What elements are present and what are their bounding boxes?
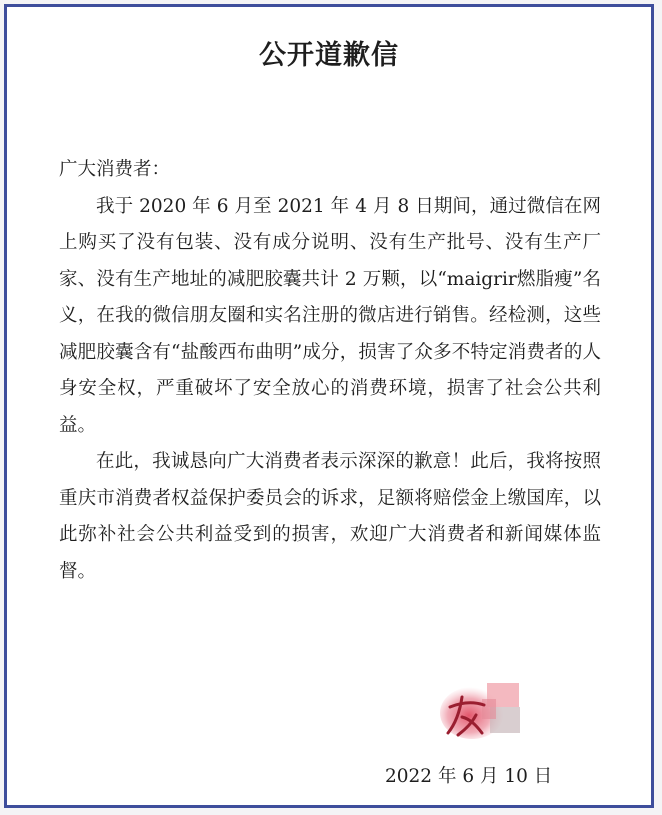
paragraph: 我于 2020 年 6 月至 2021 年 4 月 8 日期间，通过微信在网上购买了没有包装、没有成分说明、没有生产批号、没有生产厂家、没有生产地址的减肥胶囊共计 2 万颗，以“maigrir燃脂瘦”名义，在我的微信朋友圈和实名注册的微店进行销售。经检测，这些减肥胶囊含有“盐酸西布曲明”成分，损害了众多不特定消费者的人身安全权，严重破坏了安全放心的消费环境，损害了社会公共利益。: [59, 195, 601, 436]
letter-body: [59, 152, 601, 590]
salutation: 广大消费者：: [59, 159, 171, 180]
letter-title: 公开道歉信: [259, 40, 399, 71]
paragraph: 在此，我诚恳向广大消费者表示深深的歉意！此后，我将按照重庆市消费者权益保护委员会的诉求，足额将赔偿金上缴国库，以此弥补社会公共利益受到的损害，欢迎广大消费者和新闻媒体监督。: [59, 451, 601, 582]
letter-date: 2022 年 6 月 10 日: [385, 766, 553, 787]
letter-frame: [4, 4, 654, 808]
signature-seal: [432, 677, 532, 741]
